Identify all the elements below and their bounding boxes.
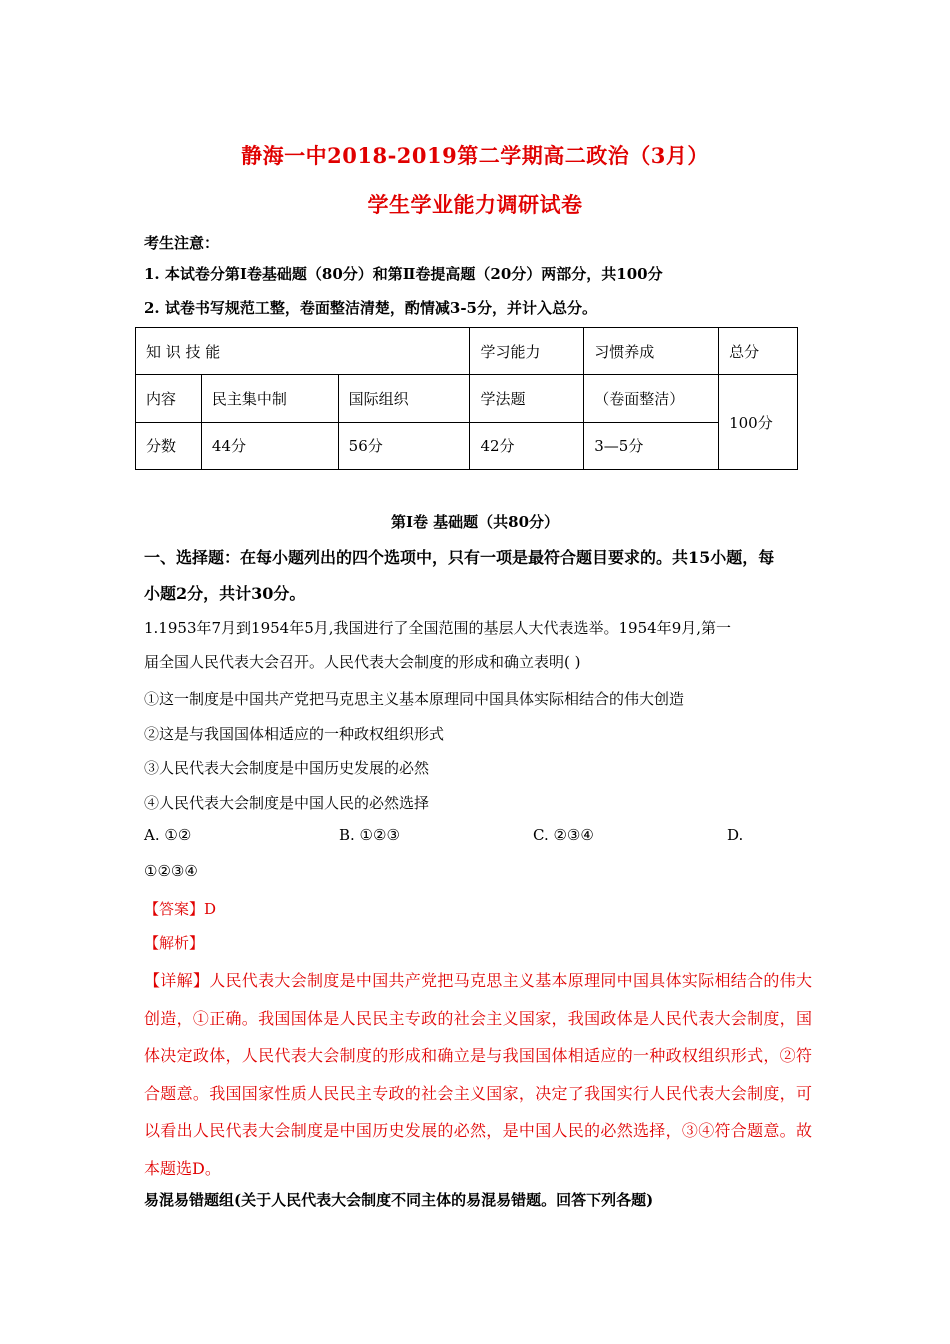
choice-c: C. ②③④ bbox=[533, 826, 594, 844]
cell-score: 3—5分 bbox=[584, 422, 719, 469]
table-row bbox=[136, 422, 798, 469]
note-item-2: 2. 试卷书写规范工整，卷面整洁清楚，酌情减3-5分，并计入总分。 bbox=[144, 299, 597, 317]
cell-content: 学法题 bbox=[470, 375, 584, 422]
section-heading: 第Ⅰ卷 基础题（共80分） bbox=[390, 513, 560, 531]
choice-a: A. ①② bbox=[144, 826, 192, 844]
header-total: 总分 bbox=[719, 328, 798, 375]
statement-1: ①这一制度是中国共产党把马克思主义基本原理同中国具体实际相结合的伟大创造 bbox=[144, 690, 685, 708]
note-item-1: 1. 本试卷分第Ⅰ卷基础题（80分）和第Ⅱ卷提高题（20分）两部分，共100分 bbox=[144, 265, 663, 283]
statement-3: ③人民代表大会制度是中国历史发展的必然 bbox=[144, 759, 430, 777]
cell-content: 民主集中制 bbox=[201, 375, 338, 422]
question-stem-line-1: 1.1953年7月到1954年5月,我国进行了全国范围的基层人大代表选举。1954年9月,第一 bbox=[144, 619, 732, 637]
section-intro-line-2: 小题2分，共计30分。 bbox=[144, 584, 306, 603]
detailed-explanation bbox=[144, 962, 812, 1187]
row-label-content: 内容 bbox=[136, 375, 202, 422]
cell-content: （卷面整洁） bbox=[584, 375, 719, 422]
exam-subtitle: 学生学业能力调研试卷 bbox=[367, 192, 583, 217]
section-intro-line-1: 一、选择题：在每小题列出的四个选项中，只有一项是最符合题目要求的。共15小题，每 bbox=[144, 548, 775, 567]
statement-2: ②这是与我国国体相适应的一种政权组织形式 bbox=[144, 725, 445, 743]
score-table bbox=[135, 327, 798, 470]
header-knowledge: 知 识 技 能 bbox=[136, 328, 470, 375]
answer-line: 【答案】D bbox=[144, 900, 217, 918]
row-label-score: 分数 bbox=[136, 422, 202, 469]
choice-d-continued: ①②③④ bbox=[144, 862, 198, 880]
cell-content: 国际组织 bbox=[338, 375, 470, 422]
cell-score: 56分 bbox=[338, 422, 470, 469]
choice-b: B. ①②③ bbox=[339, 826, 400, 844]
statement-4: ④人民代表大会制度是中国人民的必然选择 bbox=[144, 794, 430, 812]
exam-title: 静海一中2018-2019第二学期高二政治（3月） bbox=[241, 143, 709, 168]
cell-score: 42分 bbox=[470, 422, 584, 469]
choice-d: D. bbox=[727, 826, 744, 844]
table-row bbox=[136, 375, 798, 422]
total-score-cell: 100分 bbox=[719, 375, 798, 470]
cell-score: 44分 bbox=[201, 422, 338, 469]
header-habit: 习惯养成 bbox=[584, 328, 719, 375]
analysis-tag: 【解析】 bbox=[144, 934, 205, 952]
detail-tag: 【详解】 bbox=[144, 971, 210, 990]
detail-text: 人民代表大会制度是中国共产党把马克思主义基本原理同中国具体实际相结合的伟大创造，①正确。我国国体是人民民主专政的社会主义国家，我国政体是人民代表大会制度，国体决定政体，人民代表大会制度的形成和确立是与我国国体相适应的一种政权组织形式，②符合题意。我国国家性质人民民主专政的社会主义国家，决定了我国实行人民代表大会制度，可以看出人民代表大会制度是中国历史发展的必然，是中国人民的必然选择，③④符合题意。故本题选D。 bbox=[144, 971, 812, 1178]
table-row bbox=[136, 328, 798, 375]
mixed-group-heading: 易混易错题组(关于人民代表大会制度不同主体的易混易错题。回答下列各题) bbox=[144, 1191, 654, 1209]
question-stem-line-2: 届全国人民代表大会召开。人民代表大会制度的形成和确立表明( ) bbox=[144, 653, 581, 671]
header-learning: 学习能力 bbox=[470, 328, 584, 375]
notes-heading: 考生注意： bbox=[144, 234, 220, 252]
